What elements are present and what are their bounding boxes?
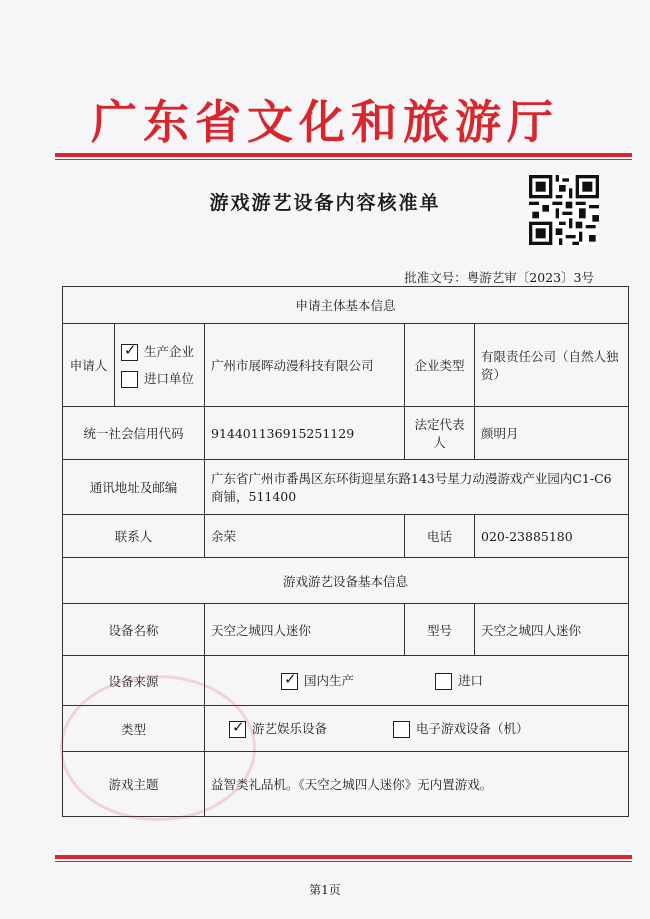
applicant-section-heading: 申请主体基本信息 [63,287,629,324]
page-number: 第1页 [309,883,341,897]
electronic-label: 电子游戏设备（机） [415,721,529,736]
model-label: 型号 [405,604,475,656]
document-title: 游戏游艺设备内容核准单 [209,192,441,214]
check-mark-icon: ✓ [124,341,137,359]
credit-code-value: 914401136915251129 [205,407,405,460]
import-label: 进口 [457,673,483,688]
enterprise-type-label: 企业类型 [405,324,475,407]
applicant-label: 申请人 [63,324,115,407]
phone-value: 020-23885180 [475,515,629,558]
domestic-label: 国内生产 [304,673,355,688]
authority-masthead: 广东省文化和旅游厅 [91,95,559,149]
source-label: 设备来源 [63,656,205,706]
check-mark-icon: ✓ [284,670,297,688]
domestic-checkbox[interactable] [281,670,298,690]
applicant-type-options [115,324,205,407]
phone-label: 电话 [405,515,475,558]
theme-value: 益智类礼品机。《天空之城四人迷你》无内置游戏。 [205,752,629,817]
type-options [205,706,629,752]
importer-checkbox[interactable] [121,371,138,388]
electronic-checkbox[interactable] [393,721,410,738]
model-value: 天空之城四人迷你 [475,604,629,656]
enterprise-type-value: 有限责任公司（自然人独资） [475,324,629,407]
theme-label: 游戏主题 [63,752,205,817]
producer-label: 生产企业 [144,344,195,359]
address-value: 广东省广州市番禺区东环街迎星东路143号星力动漫游戏产业园内C1-C6商铺，511400 [205,460,629,515]
address-label: 通讯地址及邮编 [63,460,205,515]
importer-label: 进口单位 [144,371,195,386]
type-label: 类型 [63,706,205,752]
footer-red-line-thin [55,861,632,862]
company-name: 广州市展晖动漫科技有限公司 [205,324,405,407]
device-section-heading: 游戏游艺设备基本信息 [63,558,629,604]
device-name-label: 设备名称 [63,604,205,656]
header-red-line-thin [55,159,632,160]
device-name-value: 天空之城四人迷你 [205,604,405,656]
credit-code-label: 统一社会信用代码 [63,407,205,460]
source-options [205,656,629,706]
approval-form-table [62,286,629,817]
import-checkbox[interactable] [435,673,452,690]
amusement-label: 游艺娱乐设备 [252,721,328,736]
header-red-line-thick [55,153,632,157]
legal-rep-value: 颜明月 [475,407,629,460]
qr-code-icon [529,175,599,245]
check-mark-icon: ✓ [232,718,245,736]
amusement-checkbox[interactable] [229,718,246,738]
contact-label: 联系人 [63,515,205,558]
producer-checkbox[interactable] [121,341,138,361]
contact-value: 余荣 [205,515,405,558]
approval-number: 批准文号：粤游艺审〔2023〕3号 [404,270,594,285]
legal-rep-label: 法定代表人 [405,407,475,460]
footer-red-line-thick [55,855,632,859]
